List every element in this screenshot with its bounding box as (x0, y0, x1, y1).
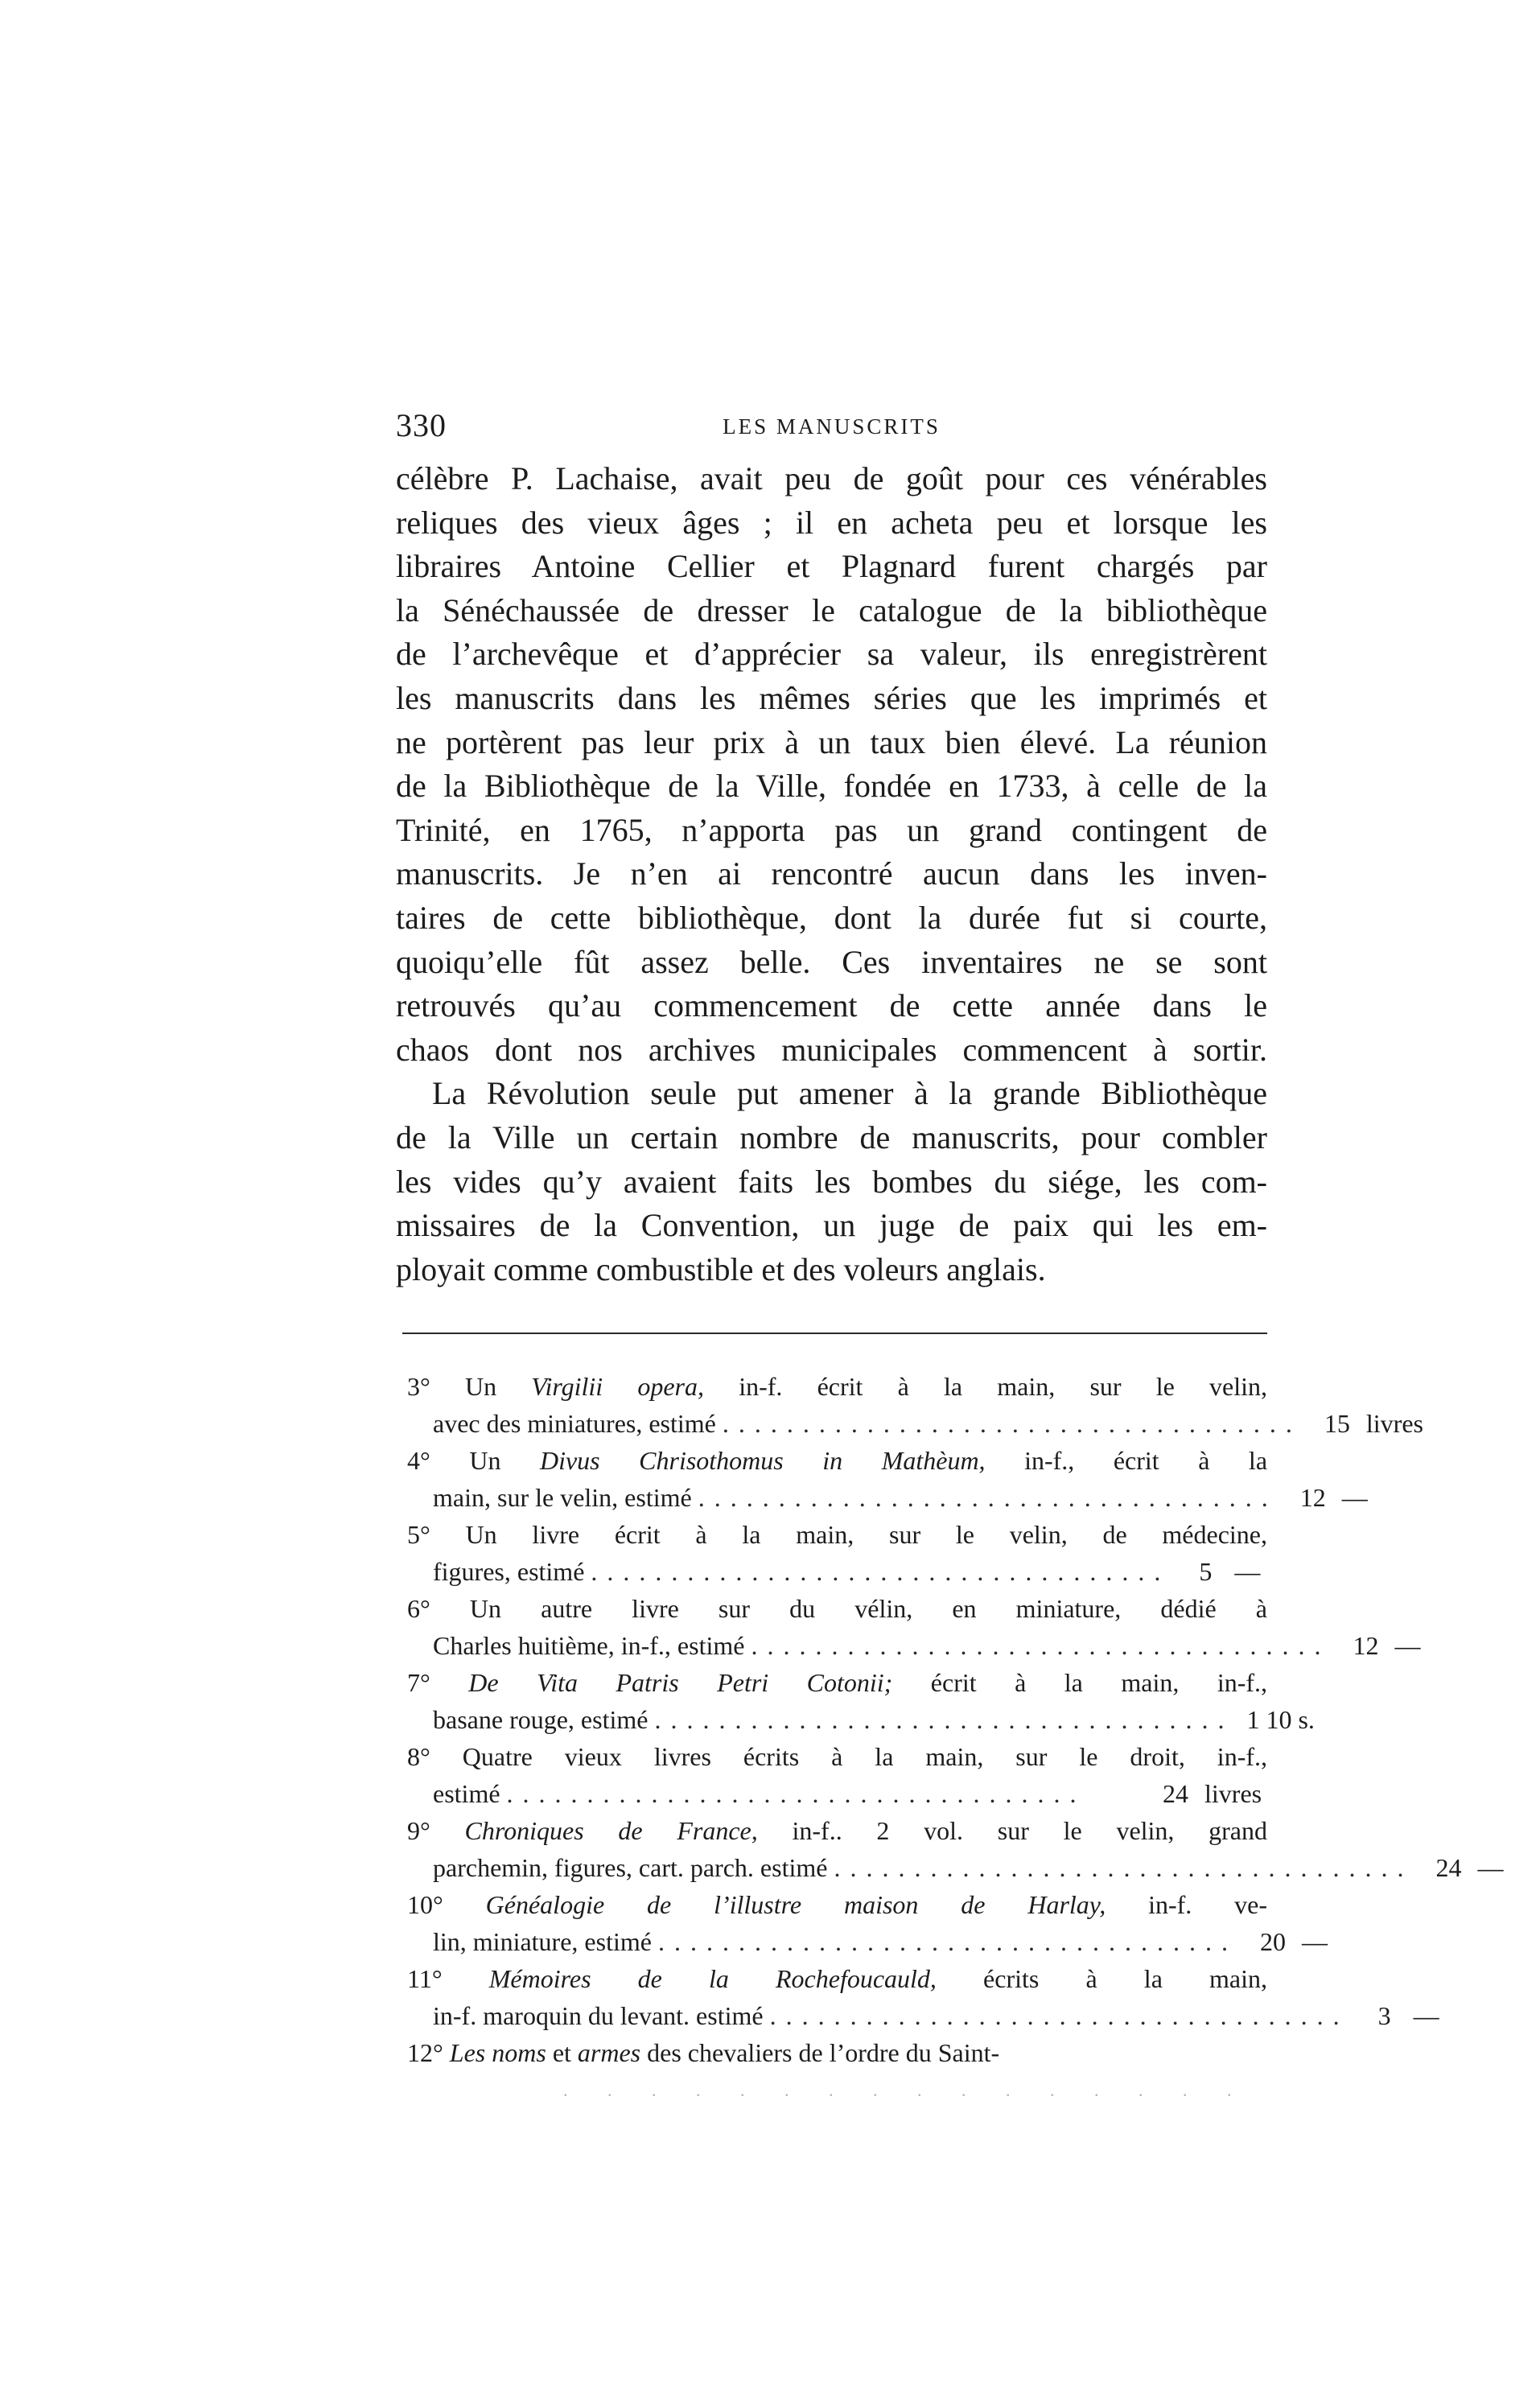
price-amount: 24 (1163, 1779, 1188, 1808)
note-number: 11° (407, 1964, 489, 1993)
note-price (1336, 1627, 1457, 1664)
note-continuation-text: parchemin, figures, cart. parch. estimé (433, 1853, 828, 1882)
body-line: les manuscrits dans les mêmes séries que les imprimés et (396, 679, 1267, 716)
dot-leader: .................................... (751, 1631, 1331, 1660)
note-text (396, 1442, 1267, 1479)
body-text (396, 457, 1267, 1291)
note-price (1284, 1479, 1405, 1516)
note-title: Chroniques de France, (464, 1816, 758, 1845)
note-continuation-text: estimé (433, 1779, 500, 1808)
body-line: libraires Antoine Cellier et Plagnard furent chargés par (396, 548, 1267, 585)
note-title: Divus Chrisothomus in Mathèum, (539, 1446, 986, 1475)
running-title: LES MANUSCRITS (723, 414, 941, 439)
note-line-continuation (396, 1775, 1267, 1812)
body-line: de la Bibliothèque de la Ville, fondée en 1733, à celle de la (396, 768, 1267, 805)
price-unit: — (1341, 1483, 1368, 1512)
note-text-post: écrits à la main, (936, 1964, 1267, 1993)
note-continuation-text: Charles huitième, in-f., estimé (433, 1631, 745, 1660)
body-line: manuscrits. Je n’en ai rencontré aucun dans les inven- (396, 855, 1267, 892)
price-amount: 12 (1299, 1483, 1326, 1512)
note-line-first (396, 1886, 1267, 1923)
note-line-first (396, 1812, 1267, 1849)
footnote-rule (402, 1333, 1267, 1334)
note-line-first (396, 1590, 1267, 1627)
note-line-continuation (396, 1923, 1328, 1960)
price-amount: 24 (1435, 1853, 1462, 1882)
dot-leader: .................................... (654, 1705, 1234, 1734)
note-price (1176, 1553, 1297, 1590)
note-line-continuation (396, 1997, 1439, 2034)
body-line: reliques des vieux âges ; il en acheta peu et lorsque les (396, 504, 1267, 541)
body-line: la Sénéchaussée de dresser le catalogue de la bibliothèque (396, 591, 1267, 628)
note-text (396, 1886, 1267, 1923)
footnotes (396, 1368, 1504, 2071)
note-title: Virgilii opera, (531, 1372, 705, 1401)
note-number: 5° (407, 1520, 466, 1549)
note-number: 8° (407, 1742, 463, 1771)
price-unit: — (1234, 1557, 1261, 1586)
note-line-first (396, 1738, 1267, 1775)
note-text-post: in-f.. 2 vol. sur le velin, grand (757, 1816, 1268, 1845)
note-number: 12° (407, 2038, 450, 2067)
body-line: taires de cette bibliothèque, dont la durée fut si courte, (396, 899, 1267, 936)
note-continuation-text: lin, miniature, estimé (433, 1927, 652, 1956)
note-price (1147, 1775, 1267, 1812)
price-amount: 12 (1353, 1631, 1379, 1660)
price-unit: livres (1365, 1409, 1423, 1438)
price-amount: 1 10 (1246, 1705, 1292, 1734)
note-price (1240, 1701, 1361, 1738)
dot-leader: .................................... (698, 1483, 1278, 1512)
body-line: Trinité, en 1765, n’apporta pas un grand contingent de (396, 811, 1267, 848)
note-title: Généalogie de l’illustre maison de Harlay, (485, 1890, 1106, 1919)
note-text (396, 1368, 1267, 1405)
note-number: 4° (407, 1446, 470, 1475)
note-continuation-text: in-f. maroquin du levant. estimé (433, 2001, 764, 2030)
price-amount: 3 (1377, 2001, 1391, 2030)
note-line-first (396, 1664, 1267, 1701)
note-text-post: in-f. écrit à la main, sur le velin, (704, 1372, 1268, 1401)
note-line-first (396, 1960, 1267, 1997)
price-amount: 15 (1324, 1409, 1350, 1438)
body-line: célèbre P. Lachaise, avait peu de goût pour ces vénérables (396, 460, 1267, 496)
price-unit: livres (1204, 1779, 1262, 1808)
price-unit: — (1394, 1631, 1421, 1660)
note-text-mid: et (546, 2038, 578, 2067)
note-text-post: écrit à la main, in-f., (892, 1668, 1268, 1697)
page-number: 330 (396, 407, 447, 443)
note-text-post: in-f. ve- (1106, 1890, 1268, 1919)
note-number: 9° (407, 1816, 465, 1845)
note-text (396, 1590, 1267, 1627)
note-text-pre: Un (469, 1446, 540, 1475)
dot-leader: .................................... (769, 2001, 1349, 2030)
note-price (1308, 1405, 1429, 1442)
body-line: quoiqu’elle fût assez belle. Ces inventaires ne se sont (396, 943, 1267, 980)
note-price (1244, 1923, 1365, 1960)
note-line-first (396, 1516, 1267, 1553)
price-unit: — (1477, 1853, 1504, 1882)
note-continuation-text: figures, estimé (433, 1557, 585, 1586)
note-continuation-text: avec des miniatures, estimé (433, 1409, 716, 1438)
note-title: Mémoires de la Rochefoucauld, (488, 1964, 937, 1993)
price-amount: 20 (1259, 1927, 1286, 1956)
note-text-pre: Un livre écrit à la main, sur le velin, de médecine, (465, 1520, 1268, 1549)
note-title: Les noms (449, 2038, 546, 2067)
note-text-pre: Un (464, 1372, 532, 1401)
note-line-continuation (396, 1701, 1315, 1738)
note-text (396, 1812, 1267, 1849)
note-number: 3° (407, 1372, 465, 1401)
note-line-first (396, 1368, 1267, 1405)
price-amount: 5 (1199, 1557, 1213, 1586)
dot-leader: .................................... (591, 1557, 1171, 1586)
body-line: retrouvés qu’au commencement de cette année dans le (396, 987, 1267, 1024)
page-header (396, 406, 1267, 447)
note-line-first (396, 2034, 1267, 2071)
note-price (1356, 1997, 1476, 2034)
note-price (1419, 1849, 1540, 1886)
note-text (396, 2034, 1267, 2071)
note-text-pre: Un autre livre sur du vélin, en miniature, dédié à (469, 1594, 1268, 1623)
note-line-first (396, 1442, 1267, 1479)
note-text (396, 1516, 1267, 1553)
note-title: De Vita Patris Petri Cotonii; (468, 1668, 893, 1697)
note-line-continuation (396, 1553, 1267, 1590)
note-text-post: in-f., écrit à la (985, 1446, 1268, 1475)
note-text-post: des chevaliers de l’ordre du Saint- (640, 2038, 1000, 2067)
dot-leader: .................................... (506, 1779, 1086, 1808)
note-text-pre: Quatre vieux livres écrits à la main, sur le droit, in-f., (462, 1742, 1268, 1771)
body-line: missaires de la Convention, un juge de paix qui les em- (396, 1207, 1267, 1244)
faint-dot-row: . . . . . . . . . . . . . . . . (563, 2080, 1250, 2100)
note-line-continuation (396, 1479, 1368, 1516)
body-line: de l’archevêque et d’apprécier sa valeur, ils enregistrèrent (396, 636, 1267, 673)
body-line: de la Ville un certain nombre de manuscrits, pour combler (396, 1118, 1267, 1155)
note-text (396, 1738, 1267, 1775)
note-number: 7° (407, 1668, 469, 1697)
note-line-continuation (396, 1849, 1504, 1886)
price-unit: s. (1298, 1705, 1315, 1734)
note-line-continuation (396, 1627, 1421, 1664)
body-line: chaos dont nos archives municipales commencent à sortir. (396, 1031, 1267, 1068)
dot-leader: .................................... (722, 1409, 1302, 1438)
body-line: ployait comme combustible et des voleurs anglais. (396, 1250, 1046, 1287)
body-line: ne portèrent pas leur prix à un taux bien élevé. La réunion (396, 723, 1267, 760)
note-number: 10° (407, 1890, 486, 1919)
note-line-continuation (396, 1405, 1423, 1442)
note-number: 6° (407, 1594, 470, 1623)
body-line: La Révolution seule put amener à la grande Bibliothèque (432, 1075, 1267, 1112)
price-unit: — (1413, 2001, 1439, 2030)
note-continuation-text: main, sur le velin, estimé (433, 1483, 692, 1512)
note-title: armes (577, 2038, 641, 2067)
note-text (396, 1960, 1267, 1997)
body-line: les vides qu’y avaient faits les bombes du siége, les com- (396, 1163, 1267, 1200)
note-continuation-text: basane rouge, estimé (433, 1705, 649, 1734)
dot-leader: .................................... (834, 1853, 1414, 1882)
dot-leader: .................................... (657, 1927, 1237, 1956)
price-unit: — (1301, 1927, 1328, 1956)
note-text (396, 1664, 1267, 1701)
